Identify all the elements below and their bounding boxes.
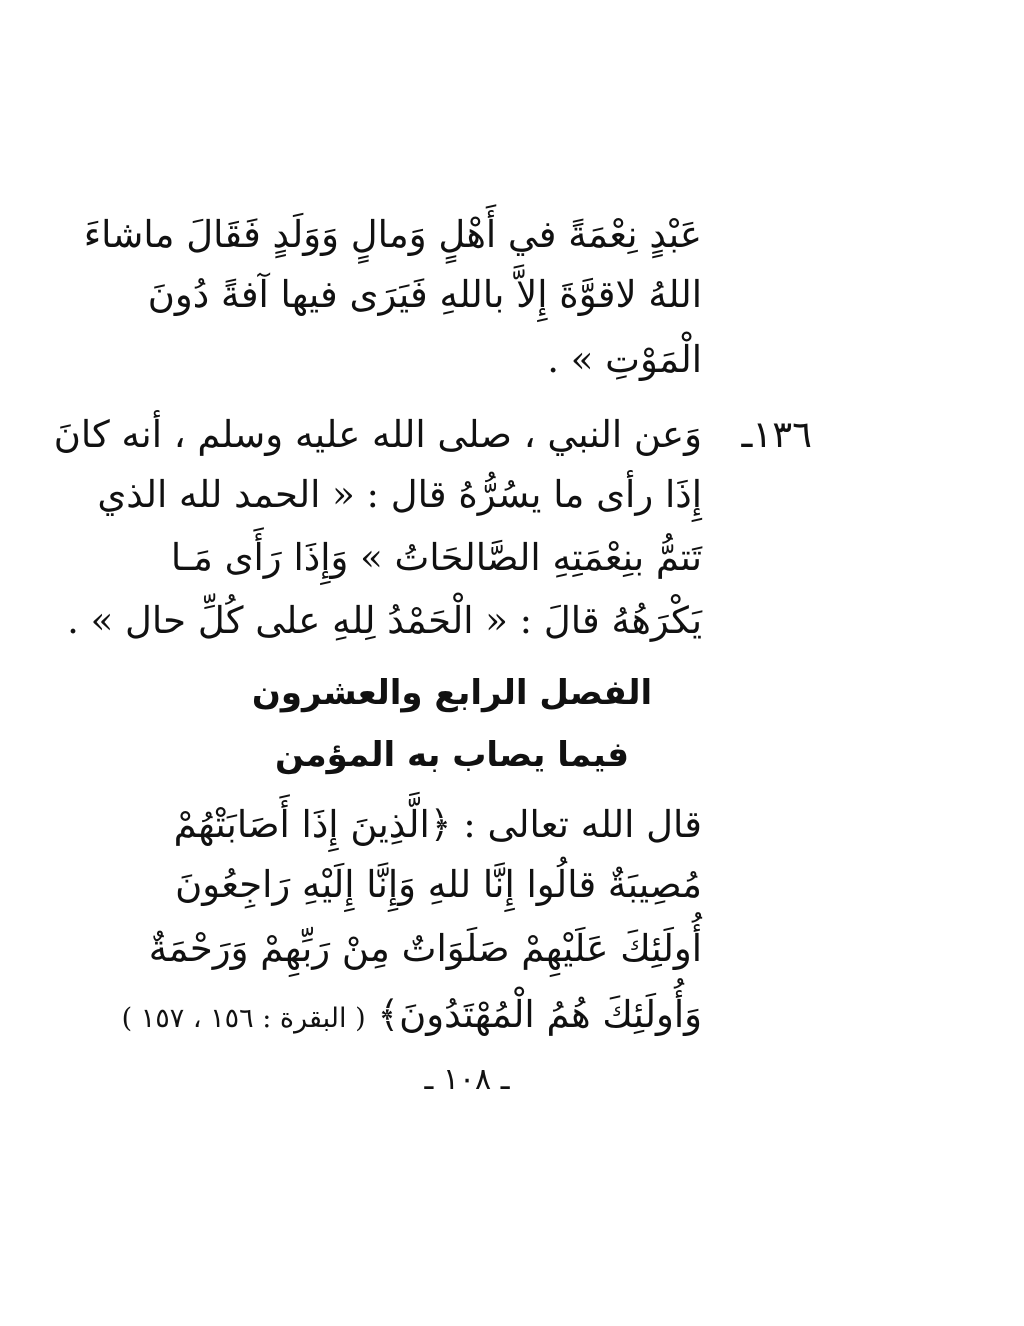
hadith-number: ١٣٦ـ [741,413,812,456]
page-number-text: ـ ١٠٨ ـ [424,1062,510,1097]
text-line: الْمَوْتِ » . [547,338,702,381]
text-line: اللهُ لاقوَّةَ إِلاَّ باللهِ فَيَرَى فيها آفةً دُونَ [147,273,702,316]
verse-reference: ( البقرة : ١٥٦ ، ١٥٧ ) [121,1003,366,1034]
chapter-subtitle-text: فيما يصاب به المؤمن [275,735,629,775]
verse-line: قال الله تعالى : ﴿الَّذِينَ إِذَا أَصَابَتْهُمْ [173,803,702,846]
chapter-title-text: الفصل الرابع والعشرون [251,673,653,713]
text-line: يَكْرَهُهُ قالَ : « الْحَمْدُ لِلهِ على كُلِّ حال » . [67,599,702,642]
text-line: تَتمُّ بنِعْمَتِهِ الصَّالحَاتُ » وَإِذَا رَأَى مَـا [170,536,702,579]
text-line: إِذَا رأى ما يسُرُّهُ قال : « الحمد لله الذي [97,473,702,516]
verse-text: وَأُولَئِكَ هُمُ الْمُهْتَدُونَ﴾ [377,993,702,1036]
text-line: وَعن النبي ، صلى الله عليه وسلم ، أنه كانَ [53,413,702,456]
verse-line: مُصِيبَةٌ قالُوا إِنَّا للهِ وَإِنَّا إِلَيْهِ رَاجِعُونَ [175,863,702,906]
text-line: عَبْدٍ نِعْمَةً في أَهْلٍ وَمالٍ وَوَلَدٍ فَقَالَ ماشاءَ [83,213,702,256]
chapter-subtitle [0,730,1024,780]
page-number [0,1060,1024,1100]
verse-last-line [121,990,702,1044]
verse-line: أُولَئِكَ عَلَيْهِمْ صَلَوَاتٌ مِنْ رَبِّهِمْ وَرَحْمَةٌ [148,927,702,970]
chapter-title [0,668,1024,718]
